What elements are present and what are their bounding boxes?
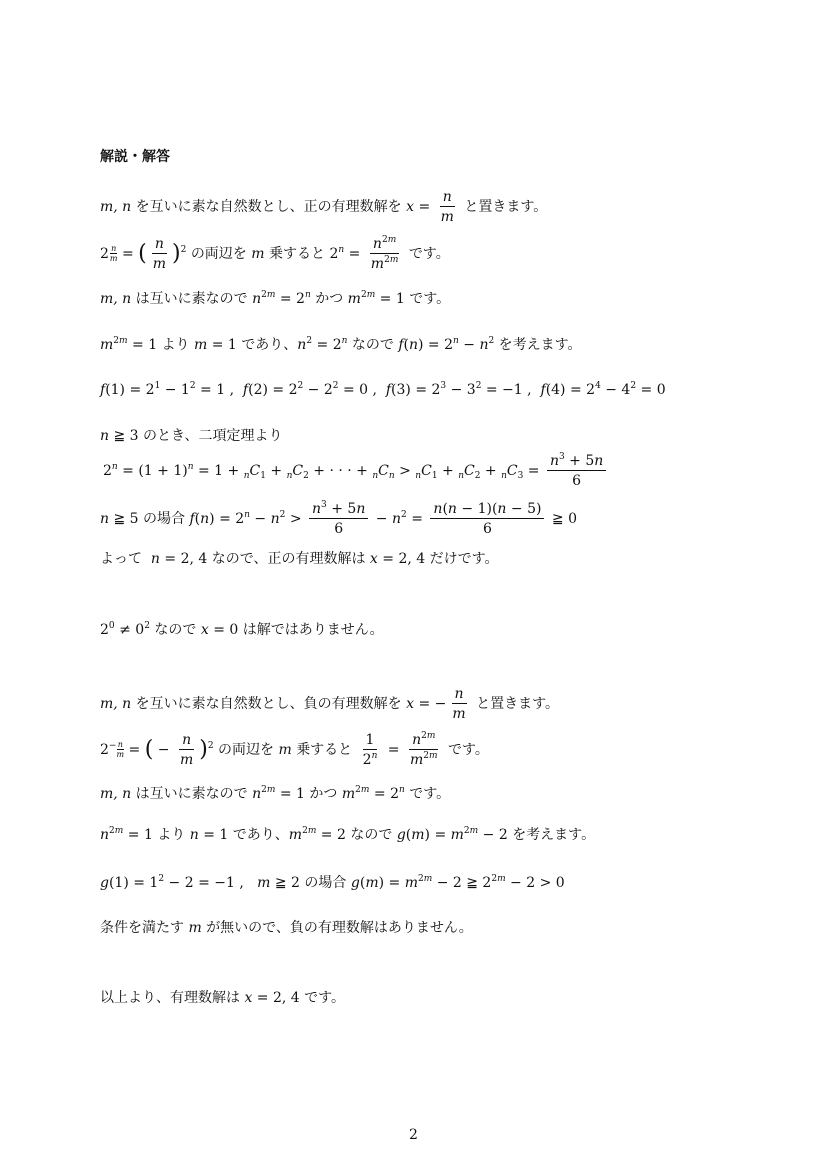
page-number: 2 — [409, 1127, 418, 1143]
line-zero-case: $2^0 \ne 0^2$ なので x = 0 は解ではありません。 — [100, 621, 384, 638]
line-positive-conclusion: よって n = 2, 4 なので、正の有理数解は x = 2, 4 だけです。 — [100, 551, 499, 567]
line-positive-setup: m, n を互いに素な自然数とし、正の有理数解を x = $\frac{n}{m}$ と置きます。 — [100, 189, 548, 225]
line-f-values: $f(1) = 2^1 - 1^2 = 1$ , $f(2) = 2^2 - 2^2 = 0$ , $f(3) = 2^3 - 3^2 = -1$ , $f(4) = 2^4 - 4^2 = 0$ — [100, 381, 666, 398]
line-negative-coprime: m, n は互いに素なので $n^{2m} = 1$ かつ $m^{2m} = 2^n$ です。 — [100, 785, 451, 802]
section-heading: 解説・解答 — [100, 149, 170, 165]
line-final-answer: 以上より、有理数解は x = 2, 4 です。 — [100, 990, 346, 1006]
line-negative-power: 2− $\frac{n}{m}$ = ( − $\frac{n}{m}$ )$^2$ の両辺を m 乗すると $\frac{1}{2^n}$ = $\frac{n^{2m}}{m^{2m}}$ です。 — [100, 731, 489, 768]
line-negative-reduce: $n^{2m} = 1$ より n = 1 であり、$m^{2m} = 2$ なので $g(m) = m^{2m} - 2$ を考えます。 — [100, 826, 596, 843]
line-inequality: n ≧ 5 の場合 $f(n) = 2^n - n^2$ > $\frac{n^3 + 5n}{6}$ − $n^2$ = $\frac{n(n - 1)(n - 5)}{6}$ ≧ 0 — [100, 500, 577, 537]
line-positive-reduce: $m^{2m} = 1$ より m = 1 であり、$n^2 = 2^n$ なので $f(n) = 2^n - n^2$ を考えます。 — [100, 336, 582, 353]
line-binomial: $2^n = (1 + 1)^n = 1 + _nC_1 + _nC_2$ + · · · + $_nC_n > _nC_1 + _nC_2 + _nC_3$ = $\frac{n^3 + 5n}{6}$ — [103, 454, 609, 488]
line-positive-power: 2 $\frac{n}{m}$ = ( $\frac{n}{m}$ )$^2$ の両辺を m 乗すると $2^n$ = $\frac{n^{2m}}{m^{2m}}$ です。 — [100, 235, 450, 272]
line-binomial-intro: n ≧ 3 のとき、二項定理より — [100, 428, 283, 444]
line-negative-conclusion: 条件を満たす m が無いので、負の有理数解はありません。 — [100, 920, 473, 936]
line-g-values: $g(1) = 1^2 - 2 = -1$ , m ≧ 2 の場合 $g(m) = m^{2m} - 2$ ≧ $2^{2m} - 2 > 0$ — [100, 874, 565, 891]
line-negative-setup: m, n を互いに素な自然数とし、負の有理数解を x = − $\frac{n}{m}$ と置きます。 — [100, 686, 560, 722]
line-positive-coprime: m, n は互いに素なので $n^{2m} = 2^n$ かつ $m^{2m} = 1$ です。 — [100, 290, 451, 307]
